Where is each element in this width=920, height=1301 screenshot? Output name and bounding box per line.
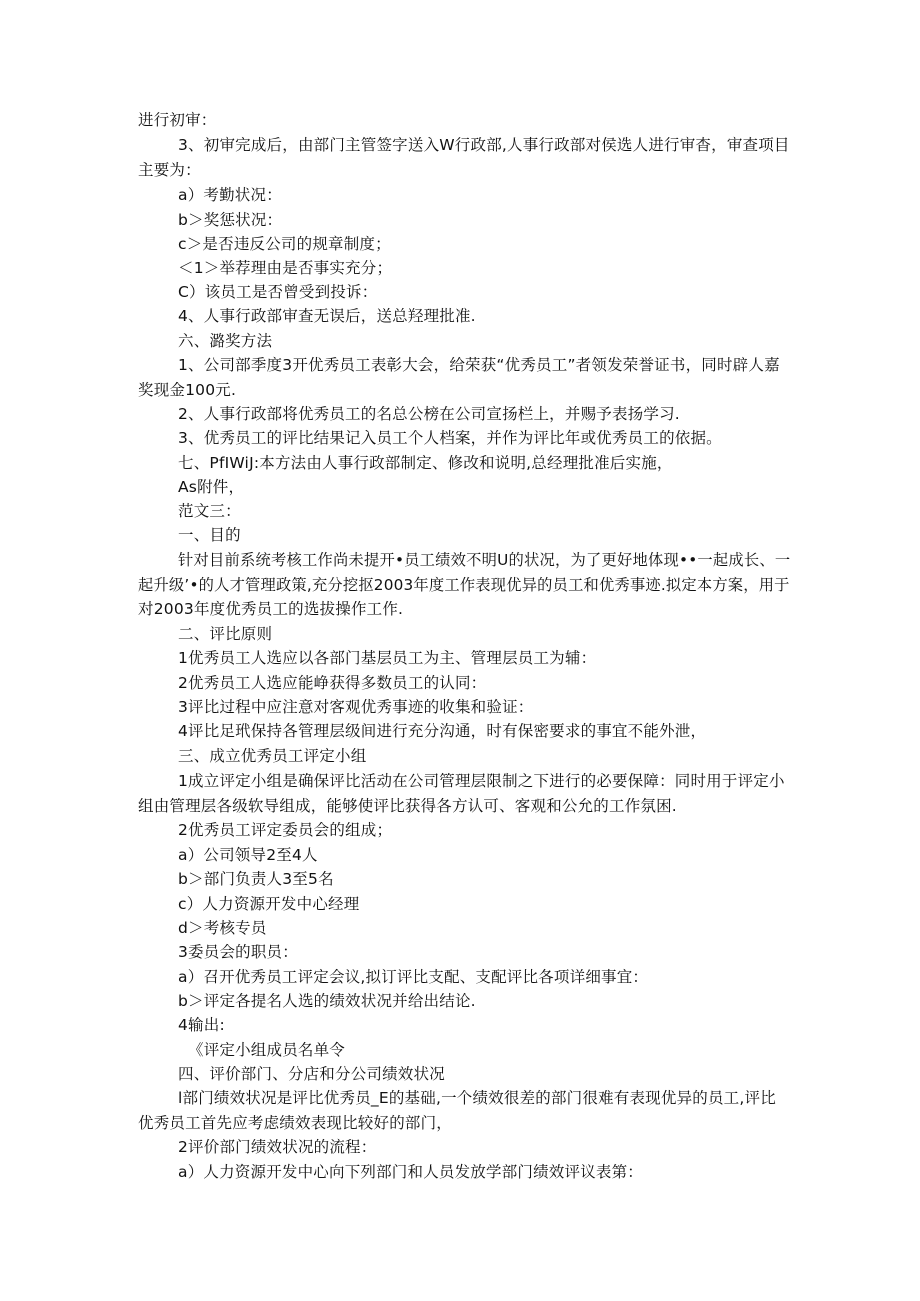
text-line: a）召开优秀员工评定会议,拟订评比支配、支配评比各项详细事宜： [178, 968, 649, 986]
text-line: 3委员会的职员： [178, 943, 298, 961]
text-line: b＞部门负责人3至5名 [178, 870, 334, 888]
text-line: 七、PfIWiJ:本方法由人事行政部制定、修改和说明,总经理批准后实施， [178, 454, 673, 472]
text-line: 进行初审： [138, 111, 217, 129]
section-heading: 一、目的 [178, 526, 241, 544]
text-line: 优秀员工首先应考虑绩效表现比较好的部门， [138, 1114, 453, 1132]
text-line: 奖现金100元. [138, 381, 237, 399]
text-line: a）公司领导2至4人 [178, 846, 318, 864]
text-line: a）考勤状况： [178, 186, 282, 204]
text-line: 3、优秀员工的评比结果记入员工个人档案，并作为评比年或优秀员工的依据。 [178, 429, 722, 447]
text-line: As附件， [178, 478, 245, 496]
text-line: d＞考核专员 [178, 919, 267, 937]
text-line: 范文三： [178, 502, 241, 520]
text-line: 3、初审完成后，由部门主管签字送入W行政部,人事行政部对侯选人进行审杳，审查项目 [178, 136, 790, 154]
text-line: b＞评定各提名人选的绩效状况并给出结论. [178, 992, 476, 1010]
text-line: c＞是否违反公司的规章制度； [178, 235, 391, 253]
section-heading: 四、评价部门、分店和分公司绩效状况 [178, 1065, 445, 1083]
text-line: C）该员工是否曾受到投诉： [178, 283, 378, 301]
section-heading: 二、评比原则 [178, 625, 273, 643]
text-line: 针对目前系统考核工作尚未提开•员工绩效不明U的状况，为了更好地体现••一起成长、一 [178, 551, 791, 569]
text-line: 1优秀员工人选应以各部门基层员工为主、管理层员工为辅： [178, 649, 597, 667]
text-line: 1、公司部季度3开优秀员工表彰大会，给荣获“优秀员工”者领发荣誉证书，同时辟人嘉 [178, 356, 780, 374]
text-line: ＜1＞举荐理由是否事实充分； [178, 259, 393, 277]
text-line: a）人力资源开发中心向下列部门和人员发放学部门绩效评议表第： [178, 1163, 644, 1181]
text-line: 1成立评定小组是确保评比活动在公司管理层限制之下进行的必要保障：同时用于评定小 [178, 772, 785, 790]
text-line: 3评比过程中应注意对客观优秀事迹的收集和验证： [178, 698, 534, 716]
text-line: 2、人事行政部将优秀员工的名总公榜在公司宣扬栏上，并赐予表扬学习. [178, 405, 680, 423]
text-line: l部门绩效状况是评比优秀员_E的基础,一个绩效很差的部门很难有表现优异的员工,评比 [178, 1089, 776, 1107]
text-line: 4评比足玳保持各管理层级间进行充分沟通，时有保密要求的事宜不能外泄， [178, 722, 707, 740]
text-line: c）人力资源开发中心经理 [178, 895, 360, 913]
section-heading: 六、潞奖方法 [178, 332, 273, 350]
section-heading: 三、成立优秀员工评定小组 [178, 747, 367, 765]
text-line: 4、人事行政部审查无误后，送总羟理批准. [178, 307, 476, 325]
text-line: 2评价部门绩效状况的流程： [178, 1138, 377, 1156]
text-line: b＞奖惩状况： [178, 211, 283, 229]
text-line: 主要为： [138, 161, 201, 179]
text-line: 起升级’•的人才管理政策,充分挖抠2003年度工作表现优异的员工和优秀事迹.拟定本方案，用于 [138, 576, 790, 594]
text-line: 《评定小组成员名单令 [188, 1041, 346, 1059]
text-line: 4输出: [178, 1016, 225, 1034]
text-line: 2优秀员工人选应能峥获得多数员工的认同： [178, 674, 487, 692]
text-line: 组由管理层各级软导组成，能够使评比获得各方认可、客观和公允的工作氛困. [138, 797, 677, 815]
text-line: 对2003年度优秀员工的选拔操作工作. [138, 600, 404, 618]
text-line: 2优秀员工评定委员会的组成； [178, 821, 393, 839]
